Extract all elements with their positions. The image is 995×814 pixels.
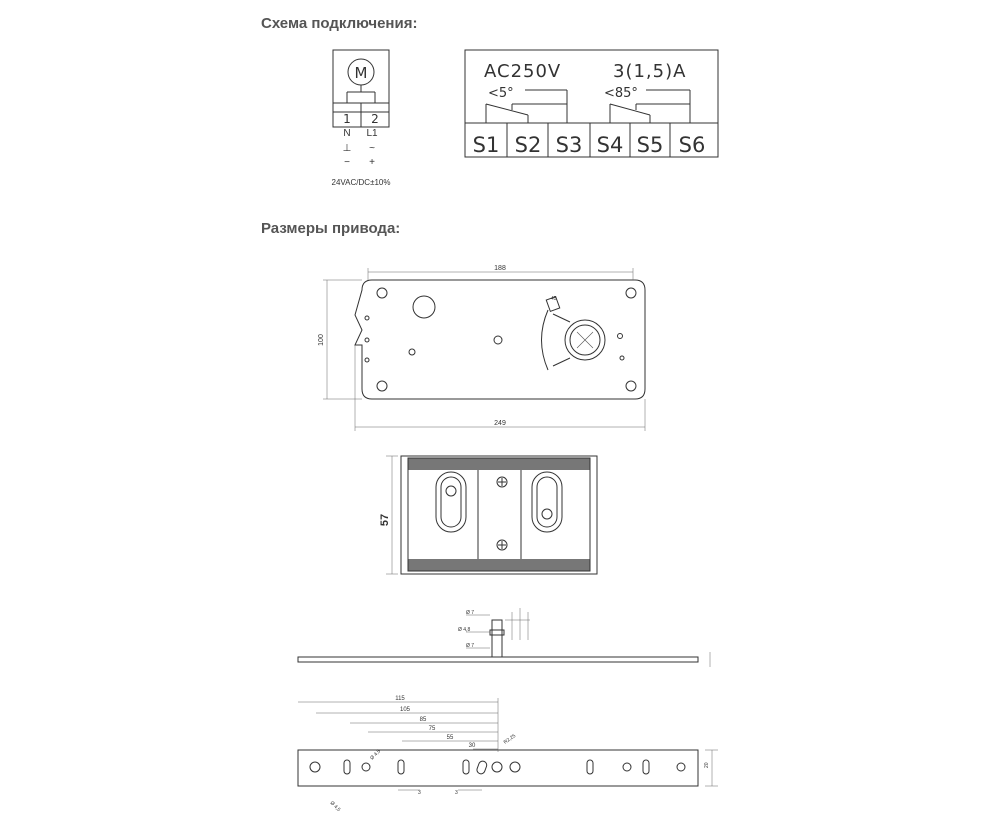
dim-105: 105 [399, 707, 411, 713]
label-minus: − [344, 157, 350, 168]
label-ground: ⊥ [342, 143, 352, 154]
label-l1: L1 [366, 128, 378, 139]
actuator-side-view [379, 456, 597, 574]
current-rating: 3(1,5)A [613, 61, 687, 82]
screw-hole [365, 338, 369, 342]
switch-wiring-diagram [465, 50, 718, 157]
terminal-s5: S5 [636, 133, 664, 157]
wiring-heading: Схема подключения: [261, 15, 418, 32]
radius-label: R2,25 [502, 733, 518, 746]
terminal-s2: S2 [514, 133, 542, 157]
screw-hole [618, 334, 623, 339]
terminal-s6: S6 [678, 133, 706, 157]
label-ac: ~ [369, 143, 375, 154]
bracket-slot [587, 760, 593, 774]
screw-hole [365, 358, 369, 362]
screw-hole [409, 349, 415, 355]
switch2-angle: <85° [604, 86, 638, 101]
cable-gland [413, 296, 435, 318]
mount-hole [377, 288, 387, 298]
voltage-rating: AC250V [484, 61, 562, 82]
bracket-hole [492, 762, 502, 772]
terminal-s3: S3 [555, 133, 583, 157]
adapter-pin [492, 620, 502, 657]
width-3b: 3 [455, 790, 458, 796]
side-body [401, 456, 597, 574]
terminal-s4: S4 [596, 133, 624, 157]
dim-30: 30 [468, 743, 476, 749]
hole-dia-2: Ø 4,5 [328, 800, 342, 814]
dim-20: 20 [704, 762, 710, 768]
dim-188: 188 [494, 265, 506, 272]
top-band [408, 458, 590, 470]
screw-hole [620, 356, 624, 360]
bracket-slot [398, 760, 404, 774]
width-3a: 3 [418, 790, 421, 796]
bracket-hole [310, 762, 320, 772]
mount-hole [377, 381, 387, 391]
mount-hole [626, 288, 636, 298]
screw-hole [494, 336, 502, 344]
screw-hole [365, 316, 369, 320]
bracket-slot [344, 760, 350, 774]
bracket-slot [463, 760, 469, 774]
dim-85: 85 [419, 717, 427, 723]
hole-dia-1: Ø 4,5 [369, 748, 383, 762]
shaft-d1: Ø 7 [466, 610, 475, 616]
scale-mark: 45 [551, 296, 557, 302]
motor-letter: M [354, 64, 368, 82]
dimensions-heading: Размеры привода: [261, 220, 401, 237]
bracket-hole [623, 763, 631, 771]
bracket-plate [298, 750, 698, 786]
bracket-hole [362, 763, 370, 771]
actuator-top-view [318, 265, 645, 431]
dim-55: 55 [446, 735, 454, 741]
terminal-s1: S1 [472, 133, 500, 157]
dim-57: 57 [379, 513, 391, 527]
dim-100: 100 [318, 334, 325, 346]
dim-75: 75 [428, 726, 436, 732]
bottom-band [408, 559, 590, 571]
terminal-1: 1 [343, 112, 351, 126]
dim-115: 115 [395, 696, 405, 702]
switch1-angle: <5° [488, 86, 514, 101]
actuator-outline [355, 280, 645, 399]
supply-voltage: 24VAC/DC±10% [331, 178, 391, 187]
shaft-adapter-view [298, 608, 710, 667]
terminal-2: 2 [371, 112, 379, 126]
label-plus: + [369, 157, 375, 168]
lever-bracket-view [298, 696, 718, 813]
motor-wiring-diagram [332, 50, 391, 187]
dim-249: 249 [494, 420, 506, 427]
bracket-slot [643, 760, 649, 774]
mount-hole [626, 381, 636, 391]
label-n: N [343, 128, 351, 139]
shaft-d2: Ø 4,8 [458, 627, 471, 633]
shaft-d3: Ø 7 [466, 643, 475, 649]
bracket-hole [677, 763, 685, 771]
lever-plate [298, 657, 698, 662]
